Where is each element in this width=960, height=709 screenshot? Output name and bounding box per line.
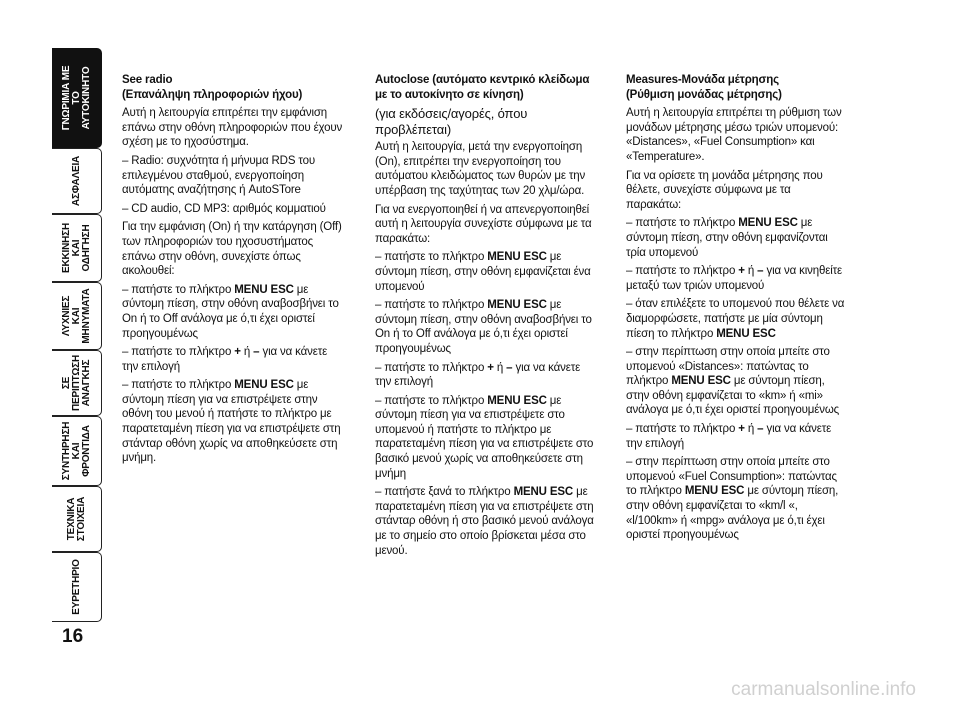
- paragraph: [122, 283, 344, 341]
- key-label: +: [738, 265, 745, 278]
- tab-technical-data[interactable]: [52, 486, 102, 552]
- text-run: με σύντομη πίεση για να επιστρέψετε στο υπομενού ή πατήστε το πλήκτρο με παρατεταμένη πίεση για να επιστρέψετε στο βασικό μενού χωρίς να αποθηκεύσετε στη μνήμη: [375, 394, 594, 480]
- paragraph: [626, 345, 848, 418]
- tab-safety[interactable]: [52, 148, 102, 214]
- section-heading: Autoclose (αυτόματο κεντρικό κλείδωμα με το αυτοκίνητο σε κίνηση): [375, 74, 590, 101]
- text-run: Αυτή η λειτουργία επιτρέπει τη ρύθμιση των μονάδων μέτρησης μέσω τριών υπομενού: «Distances», «Fuel Consumption» και «Temperature».: [626, 107, 842, 163]
- tab-lights-messages[interactable]: [52, 282, 102, 350]
- text-run: – πατήστε το πλήκτρο: [375, 394, 488, 407]
- paragraph: [626, 422, 848, 451]
- text-run: Για την εμφάνιση (On) ή την κατάργηση (Off) των πληροφοριών του ηχοσυστήματος επάνω στην οθόνη, συνεχίστε όπως ακολουθεί:: [122, 221, 342, 278]
- paragraph: [626, 455, 848, 543]
- key-label: MENU ESC: [738, 217, 798, 230]
- key-label: MENU ESC: [487, 299, 547, 312]
- text-run: Για να ορίσετε τη μονάδα μέτρησης που θέλετε, συνεχίστε σύμφωνα με τα παρακάτω:: [626, 169, 823, 211]
- paragraph: [375, 203, 597, 247]
- text-run: με σύντομη πίεση, στην οθόνη εμφανίζεται το «km/l «, «l/100km» ή «mpg» ανάλογα με ό,τι έχει οριστεί προηγουμένως: [626, 485, 839, 542]
- tab-label: ΕΚΚΙΝΗΣΗ ΚΑΙ ΟΔΗΓΗΣΗ: [60, 223, 92, 273]
- text-run: – πατήστε το πλήκτρο: [626, 423, 739, 436]
- text-run: – πατήστε το πλήκτρο: [122, 283, 235, 296]
- paragraph: [122, 106, 344, 150]
- key-label: MENU ESC: [487, 394, 547, 407]
- paragraph: [375, 394, 597, 482]
- key-label: –: [757, 265, 764, 278]
- key-label: +: [234, 346, 241, 359]
- paragraph: [626, 264, 848, 293]
- section-heading: Measures-Μονάδα μέτρησης (Ρύθμιση μονάδας μέτρησης): [626, 74, 782, 101]
- text-run: – πατήστε το πλήκτρο: [375, 251, 488, 264]
- text-column-1: [122, 73, 344, 470]
- text-run: με σύντομη πίεση, στην οθόνη αναβοσβήνει το On ή το Off ανάλογα με ό,τι έχει οριστεί προηγουμένως: [375, 299, 592, 355]
- key-label: MENU ESC: [234, 283, 294, 296]
- tab-label: ΛΥΧΝΙΕΣ ΚΑΙ ΜΗΝΥΜΑΤΑ: [60, 288, 92, 344]
- paragraph: [375, 361, 597, 390]
- text-run: – όταν επιλέξετε το υπομενού που θέλετε να διαμορφώσετε, πατήστε με μία σύντομη πίεση το πλήκτρο: [626, 298, 845, 340]
- paragraph: [626, 106, 848, 164]
- text-run: για να κάνετε την επιλογή: [626, 423, 832, 450]
- text-run: – στην περίπτωση στην οποία μπείτε στο υπομενού «Distances»: πατώντας το πλήκτρο: [626, 346, 830, 388]
- text-column-2: [375, 73, 597, 562]
- key-label: –: [506, 361, 513, 374]
- key-label: MENU ESC: [671, 375, 731, 388]
- tab-maintenance[interactable]: [52, 416, 102, 486]
- tab-emergency[interactable]: [52, 350, 102, 416]
- text-run: με σύντομη πίεση, στην οθόνη εμφανίζεται ένα υπομενού: [375, 251, 591, 293]
- text-run: με σύντομη πίεση, στην οθόνη εμφανίζεται το «km» ή «mi» ανάλογα με ό,τι έχει οριστεί προηγουμένως: [626, 375, 840, 417]
- paragraph: [122, 154, 344, 198]
- paragraph: [122, 378, 344, 466]
- text-run: – στην περίπτωση στην οποία μπείτε στο υπομενού «Fuel Consumption»: πατώντας το πλήκτρο: [626, 456, 837, 498]
- text-run: Αυτή η λειτουργία, μετά την ενεργοποίηση (On), επιτρέπει την ενεργοποίηση του αυτόματου κλειδώματος των θυρών με την υπέρβαση της ταχύτητας των 20 χλμ/ώρα.: [375, 141, 586, 197]
- text-run: – πατήστε το πλήκτρο: [122, 379, 235, 392]
- text-run: – πατήστε το πλήκτρο: [626, 265, 739, 278]
- text-run: για να κινηθείτε μεταξύ των τριών υπομενού: [626, 265, 843, 292]
- text-run: – πατήστε το πλήκτρο: [626, 217, 739, 230]
- text-run: ή: [240, 346, 254, 359]
- tab-label: ΓΝΩΡΙΜΙΑ ΜΕ ΤΟ ΑΥΤΟΚΙΝΗΤΟ: [60, 65, 92, 131]
- paragraph: [375, 485, 597, 558]
- tab-starting-driving[interactable]: [52, 214, 102, 282]
- paragraph: [375, 298, 597, 356]
- key-label: MENU ESC: [234, 379, 294, 392]
- key-label: MENU ESC: [487, 251, 547, 264]
- key-label: MENU ESC: [684, 485, 745, 498]
- section-heading: See radio (Επανάληψη πληροφοριών ήχου): [122, 74, 303, 101]
- tab-index[interactable]: [52, 552, 102, 622]
- text-run: Για να ενεργοποιηθεί ή να απενεργοποιηθεί αυτή η λειτουργία συνεχίστε σύμφωνα με τα παρακάτω:: [375, 203, 592, 245]
- text-run: – πατήστε το πλήκτρο: [375, 361, 488, 374]
- text-run: ή: [744, 265, 758, 278]
- key-label: +: [487, 361, 494, 374]
- tab-label: ΣΥΝΤΗΡΗΣΗ ΚΑΙ ΦΡΟΝΤΙΔΑ: [60, 421, 92, 481]
- paragraph: [626, 297, 848, 341]
- text-run: – Radio: συχνότητα ή μήνυμα RDS του επιλεγμένου σταθμού, ενεργοποίηση αυτόματης αναζήτησης ή AutoSTore: [122, 154, 316, 197]
- text-run: με σύντομη πίεση για να επιστρέψετε στην οθόνη του μενού ή πατήστε το πλήκτρο με παρατεταμένη πίεση για να επιστρέψετε στη στάνταρ οθόνη χωρίς να αποθηκεύσετε στη μνήμη.: [122, 379, 341, 465]
- paragraph: [375, 140, 597, 198]
- tab-label: ΑΣΦΑΛΕΙΑ: [70, 155, 82, 207]
- text-run: – πατήστε το πλήκτρο: [375, 299, 488, 312]
- paragraph: [626, 169, 848, 213]
- text-run: ή: [744, 423, 758, 436]
- paragraph: [122, 345, 344, 374]
- text-run: με σύντομη πίεση, στην οθόνη αναβοσβήνει το On ή το Off ανάλογα με ό,τι έχει οριστεί προηγουμένως: [122, 283, 339, 340]
- key-label: MENU ESC: [513, 486, 574, 499]
- paragraph: [122, 220, 344, 278]
- paragraph: [375, 250, 597, 294]
- key-label: –: [757, 423, 764, 436]
- tab-label: ΣΕ ΠΕΡΙΠΤΩΣΗ ΑΝΑΓΚΗΣ: [60, 355, 92, 411]
- text-run: – πατήστε το πλήκτρο: [122, 346, 235, 359]
- tab-getting-to-know[interactable]: [52, 48, 102, 148]
- text-run: για να κάνετε την επιλογή: [375, 361, 581, 389]
- text-run: ή: [493, 361, 507, 374]
- text-run: για να κάνετε την επιλογή: [122, 346, 328, 373]
- key-label: +: [738, 423, 745, 436]
- key-label: MENU ESC: [716, 327, 776, 340]
- tab-label: ΤΕΧΝΙΚΑ ΣΤΟΙΧΕΙΑ: [65, 496, 87, 542]
- paragraph: [626, 216, 848, 260]
- text-run: με σύντομη πίεση, στην οθόνη εμφανίζονται τρία υπομενού: [626, 217, 828, 259]
- key-label: –: [253, 346, 260, 359]
- text-run: Αυτή η λειτουργία επιτρέπει την εμφάνιση επάνω στην οθόνη πληροφοριών που έχουν σχέση με το ηχοσύστημα.: [122, 107, 343, 149]
- section-heading: (για εκδόσεις/αγορές, όπου προβλέπεται): [375, 106, 528, 138]
- tab-label: ΕΥΡΕΤΗΡΙΟ: [70, 559, 82, 615]
- text-column-3: [626, 73, 848, 547]
- paragraph: [122, 202, 344, 217]
- text-run: – πατήστε ξανά το πλήκτρο: [375, 486, 514, 499]
- text-run: – CD audio, CD MP3: αριθμός κομματιού: [122, 202, 326, 215]
- watermark: carmanualsonline.info: [731, 679, 916, 700]
- page-number: 16: [62, 626, 84, 647]
- text-run: με παρατεταμένη πίεση για να επιστρέψετε στη στάνταρ οθόνη ή στο βασικό μενού ανάλογα με το σημείο στο οποίο βρίσκεται μέσα στο μενού.: [375, 486, 594, 557]
